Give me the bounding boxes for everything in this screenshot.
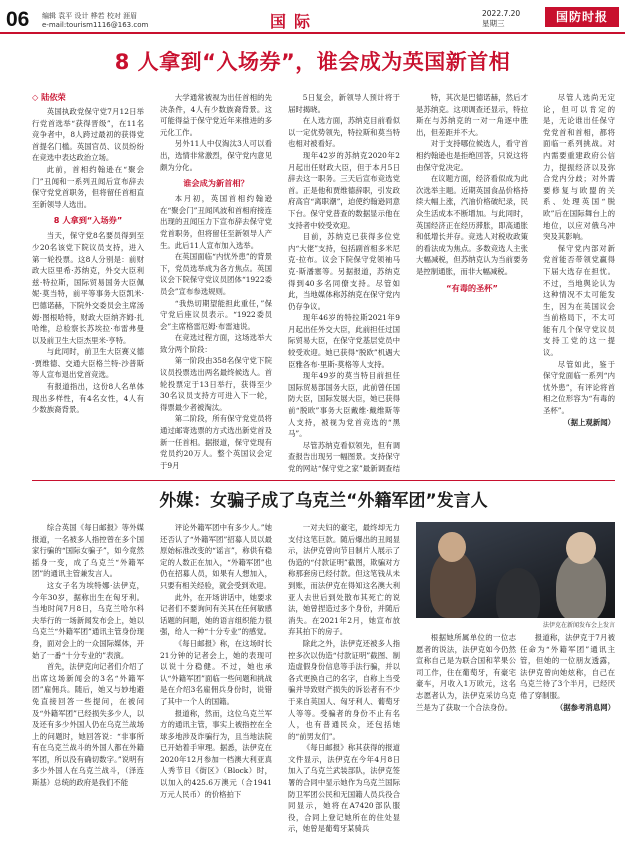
paragraph: 尽管如此，鉴于保守党面临一系列“内忧外患”，有评论将首相之位形容为“有毒的圣杯”。	[543, 359, 615, 416]
article2-headline: 外媒：女骗子成了乌克兰“外籍军团”发言人	[159, 491, 488, 511]
paragraph: 在英国面临“内忧外患”的背景下，党员选举成为各方焦点。英国议会下院保守党议员团体“1922委员会”宣布参选规则。	[160, 252, 272, 296]
paragraph: 尽管人选尚无定论，但可以肯定的是，无论谁出任保守党党首和首相，都将面临一系列挑战。对内需要重建政府公信力，提振经济以及弥合党内分歧；对外需要修复与欧盟的关系、处理英国“脱欧”后在国际舞台上的地位，以应对俄乌冲突及其影响。	[543, 93, 615, 242]
person-head	[438, 532, 466, 562]
masthead	[0, 0, 625, 36]
paragraph: 保守党内部对新党首能否带领党赢得下届大选存在担忧。不过，当地舆论认为这种情况不太可能发生，因为在英国议会当前格局下，不太可能有几个保守党议员支持工党的这一提议。	[543, 243, 615, 358]
article2-column-5	[520, 632, 615, 854]
paragraph: 评论外籍军团中有多少人。”她还否认了“外籍军团”招募人员以最原始标准改变的“谣言”，称供有稳定的人数正在加入，“外籍军团”也仍在招募人员，如果有人想加入，只要有相关经验，就会受到欢迎。	[160, 523, 272, 590]
paragraph: 此前，首相约翰逊在“聚会门”丑闻和一系列丑闻后宣布辞去保守党党首职务，但将留任首相直至新领导人选出。	[32, 164, 144, 209]
article1-column-5	[543, 92, 615, 476]
paragraph: 特，其次是巴德诺赫，然后才是苏纳克。这项调查还显示，特拉斯在与苏纳克的一对一角逐中胜出，但差距并不大。	[416, 93, 528, 137]
article1-subheading-3: “有毒的圣杯”	[446, 282, 498, 293]
paragraph: 尽管苏纳克看似领先，但有调查报告出现另一幅图景。支持保守党的网站“保守党之家”最新调查结	[288, 440, 400, 473]
press-conference-photo	[416, 522, 615, 618]
paragraph: 英国执政党保守党7月12日举行党首选举“获得晋级”，在11名竞争者中，8人跨过最初的获得党首提名门槛。英国官员、议员纷纷在竞选中表达政治立场。	[32, 107, 144, 163]
article1-subheading-2: 谁会成为新首相？	[183, 178, 249, 189]
paragraph: 根据她所属单位的一位志愿者的说法，法伊克如今仍然宣称自己是为联合国和苹果公司工作，住在葡萄牙，有豪宅豪车，月收入1万欧元，这名志愿者认为，法伊克采访乌克兰是为了获取一个合法身份。	[416, 633, 516, 712]
paragraph: 有报道指出，这份8人名单体现出多样性，有4名女性，4人有少数族裔背景。	[32, 382, 144, 415]
person-figure	[496, 568, 540, 618]
paragraph: 综合英国《每日邮报》等外媒报道，一名被多人指控曾在多个国家行骗的“国际女骗子”，如今竟然摇身一变，成了乌克兰“外籍军团”的通讯主管兼发言人。	[32, 523, 144, 579]
paragraph: 报道称，然而，这位乌克兰军方的通讯主管，事实上被指控在全球多地涉及诈骗行为，且当地法院已开始着手审理。据悉，法伊克在2020年12月参加一档澳大利亚真人秀节目《街区》（Block）时，以加入的425.6万澳元（合1941万元人民币）的价格拍下	[160, 708, 272, 799]
page-number: 06	[6, 8, 30, 31]
article2-column-3	[288, 522, 400, 854]
article1-credit: （据上观新闻）	[563, 417, 615, 427]
paragraph: 报道称，法伊克于7月被任命为“外籍军团”通讯主管，但她的一位朋友透露，法伊克曾向她炫称，自己在乌克兰待了3个半月，已经厌倦了穿制服。	[520, 633, 615, 700]
article1-author: ◇ 陆依荣	[32, 92, 66, 102]
paragraph: 现年49岁的莫当特目前担任国际贸易部国务大臣，此前曾任国防大臣，国际发展大臣，她已获得前“脱欧”事务大臣戴维·戴维斯等人支持，被视为党首竞选的“黑马”。	[288, 371, 400, 439]
paragraph: 在人选方面，苏纳克目前看似以一定优势领先，特拉斯和莫当特也相对被看好。	[288, 116, 400, 149]
paragraph: 一对夫妇的豪宅，最终却无力支付这笔巨款。随后爆出的丑闻显示，法伊克曾向节目制片人展示了伪造的“付款证明”截图，欺骗对方称那套房已经付款。但这笔钱从未到账，而法伊克在得知这名澳大利亚人去世后到处散布其死亡的说法，她曾捏造过多个身份，并随后消失。在2021年2月，她宣布放弃其拍下的房子。	[288, 523, 400, 637]
paragraph: 这女子名为埃特娜·法伊克，今年30岁，据称出生在匈牙利。当地时间7月8日，乌克兰哈尔科夫举行的一场新闻发布会上，她以乌克兰“外籍军团”通讯主管身份现身，面对会上的一众国际媒体，开始了一番“十分专业的”表演。	[32, 580, 144, 660]
paragraph: 此外，在开场讲话中，她要求记者们不要询问有关其在任何敏感话题的问题，她的语言组织能力很强，给人一种“十分专业”的感觉。	[160, 592, 272, 637]
paragraph: “我热切期望能担此重任，”保守党后座议员表示。“1922委员会”主席格雷厄姆·布雷迪说。	[160, 298, 272, 331]
paragraph: 第二阶段，所有保守党党员将通过邮寄选票的方式选出新党首及新一任首相。据报道，保守党现有党员约20万人。整个英国议会定于9月	[160, 414, 272, 470]
issue-date	[482, 9, 520, 29]
paragraph: 现年46岁的特拉斯2021年9月起出任外交大臣，此前担任过国际贸易大臣，在保守党基层党员中较受欢迎。她已获得“脱欧”机遇大臣雅各布·里斯-莫格等人支持。	[288, 313, 400, 369]
article2-column-2	[160, 522, 272, 854]
editor-names: 编辑 袁平 设计 桦若 校对 涯眉	[42, 12, 138, 20]
person-head	[566, 532, 596, 564]
paragraph: 首先，法伊克向记者们介绍了出席这场新闻会的3名“外籍军团”雇佣兵。随后，她又与妙地避免直接回答一些提问，在被问及“外籍军团”已经损失多少人，以及还有多少外国人仍在乌克兰战场上的问题时，她回答说：“非事所有在乌克兰战斗的外国人都在外籍军团，所以没有确切数字。”说明有多少外国人在乌克兰战斗，（泽连斯基）总统的政府是我们不能	[32, 662, 144, 788]
editor-credits	[42, 12, 182, 30]
article2-column-1	[32, 522, 144, 854]
article-divider	[32, 480, 615, 481]
paragraph: 《每日邮报》称其获得的报道文件显示，法伊克在今年4月8日加入了乌克兰武装部队，法伊克签署的合同中显示她作为乌克兰国际防卫军团公民和无国籍人员兵役合同显示，她将在A7420部队服役，合同上登记她所在的住处显示，她曾是葡萄牙某骑兵	[288, 743, 400, 834]
paragraph: 第一阶段由358名保守党下院议员投票选出两名最终候选人。首轮投票定于13日举行，获得至少30名议员支持方可进入下一轮，得票最少者被淘汰。	[160, 356, 272, 412]
paragraph: 现年42岁的苏纳克2020年2月起出任财政大臣，但于本月5日辞去这一职务。三天后宣布竞选党首。正是他和贾维德辞职，引发政府高官“离职潮”，迫使约翰逊同意下台。保守党普查的数据显示他在支持者中较受欢迎。	[288, 150, 400, 230]
newspaper-logo: 国防时报	[545, 7, 619, 27]
paragraph: 与此同时，前卫生大臣赛义德·贾维德、交通大臣格兰特·沙普斯等人宣布退出党首竞选。	[32, 347, 144, 380]
paragraph: 《每日邮报》称，在这场时长21分钟的记者会上，她的表现可以说十分稳健。不过，她也承认“外籍军团”面临一些问题和挑战是在介绍3名雇佣兵身份时，说错了其中一个人的国籍。	[160, 638, 272, 706]
paragraph: 另外11人中仅淘汰3人可以看出，选情非常激烈，保守党内意见颇为分化。	[160, 139, 272, 172]
paragraph: 目前，苏纳克已获得多位党内“大佬”支持，包括副首相多米尼克·拉布。议会下院保守党领袖马克·斯潘塞等。另据报道，苏纳克得到40多名同僚支持。尽管如此，当地媒体称苏纳克在保守党内仍存争议。	[288, 232, 400, 311]
date-text: 2022.7.20	[482, 9, 521, 18]
article1-column-2	[160, 92, 272, 476]
article1-column-3	[288, 92, 400, 476]
paragraph: 大学通常被视为出任首相的先决条件，4人有少数族裔背景。这可能得益于保守党近年来推进的多元化工作。	[160, 93, 272, 137]
paragraph: 当天，保守党8名要员得到至少20名该党下院议员支持，进入第一轮投票。这8人分别是：前财政大臣里希·苏纳克，外交大臣利兹·特拉斯，国际贸易国务大臣佩妮·莫当特，前平等事务大臣凯米·巴德诺赫，下院外交委员会主席汤姆·图根哈特，财政大臣纳齐姆·扎哈维，总检察长苏埃拉·布雷弗曼以及前卫生大臣杰里米·亨特。	[32, 231, 144, 345]
article1-headline: 8 人拿到“入场券”，谁会成为英国新首相	[114, 50, 511, 74]
article1-column-4	[416, 92, 528, 476]
article1-column-1	[32, 92, 144, 476]
paragraph: 5日复会，新领导人预计将于届时揭晓。	[288, 93, 400, 114]
weekday-text: 星期三	[482, 19, 505, 28]
article2-credit: （据参考消息网）	[555, 702, 615, 712]
photo-caption: 法伊克在新闻发布会上发言	[542, 622, 615, 629]
paragraph: 本月初，英国首相约翰逊在“聚会门”丑闻风波和首相府接连出现的丑闻压力下宣布辞去保守党党首职务，但将留任至新领导人产生。此后11人宣布加入选举。	[160, 194, 272, 250]
paragraph: 在议题方面，经济看似成为此次选举主题。近期英国食品价格持续大幅上涨，汽油价格破纪录，民众生活成本不断增加。与此同时，英国经济正在经历滞胀，即高通胀和低增长并存。竞选人对税收政策的看法成为焦点。多数竞选人主张大幅减税，但苏纳克认为当前要务是控制通胀，而非大幅减税。	[416, 174, 528, 276]
paragraph: 除此之外，法伊克还被多人指控多次以伪造“付款证明”截图、制造虚假身份信息等手法行骗，并以各式更换自己的名字，自称上当受骗并导致财产损失的诉讼者有不少于来自英国人、匈牙利人、葡萄牙人等等。受骗者的身份不止有名人，也有普通民众，还包括她的“前男友们”。	[288, 638, 400, 741]
paragraph: 对于支持哪位候选人，看守首相约翰逊也是拒绝回答，只说这将由保守党决定。	[416, 139, 528, 172]
section-title: 国际	[270, 12, 319, 31]
paragraph: 在竞选过程方面，这场选举大致分两个阶段：	[160, 333, 272, 354]
header-rule	[0, 32, 625, 34]
article1-subheading-1: 8 人拿到“入场券”	[53, 215, 123, 226]
article2-column-4	[416, 632, 516, 854]
editor-email: e-mail:tourism1116@163.com	[42, 21, 149, 29]
